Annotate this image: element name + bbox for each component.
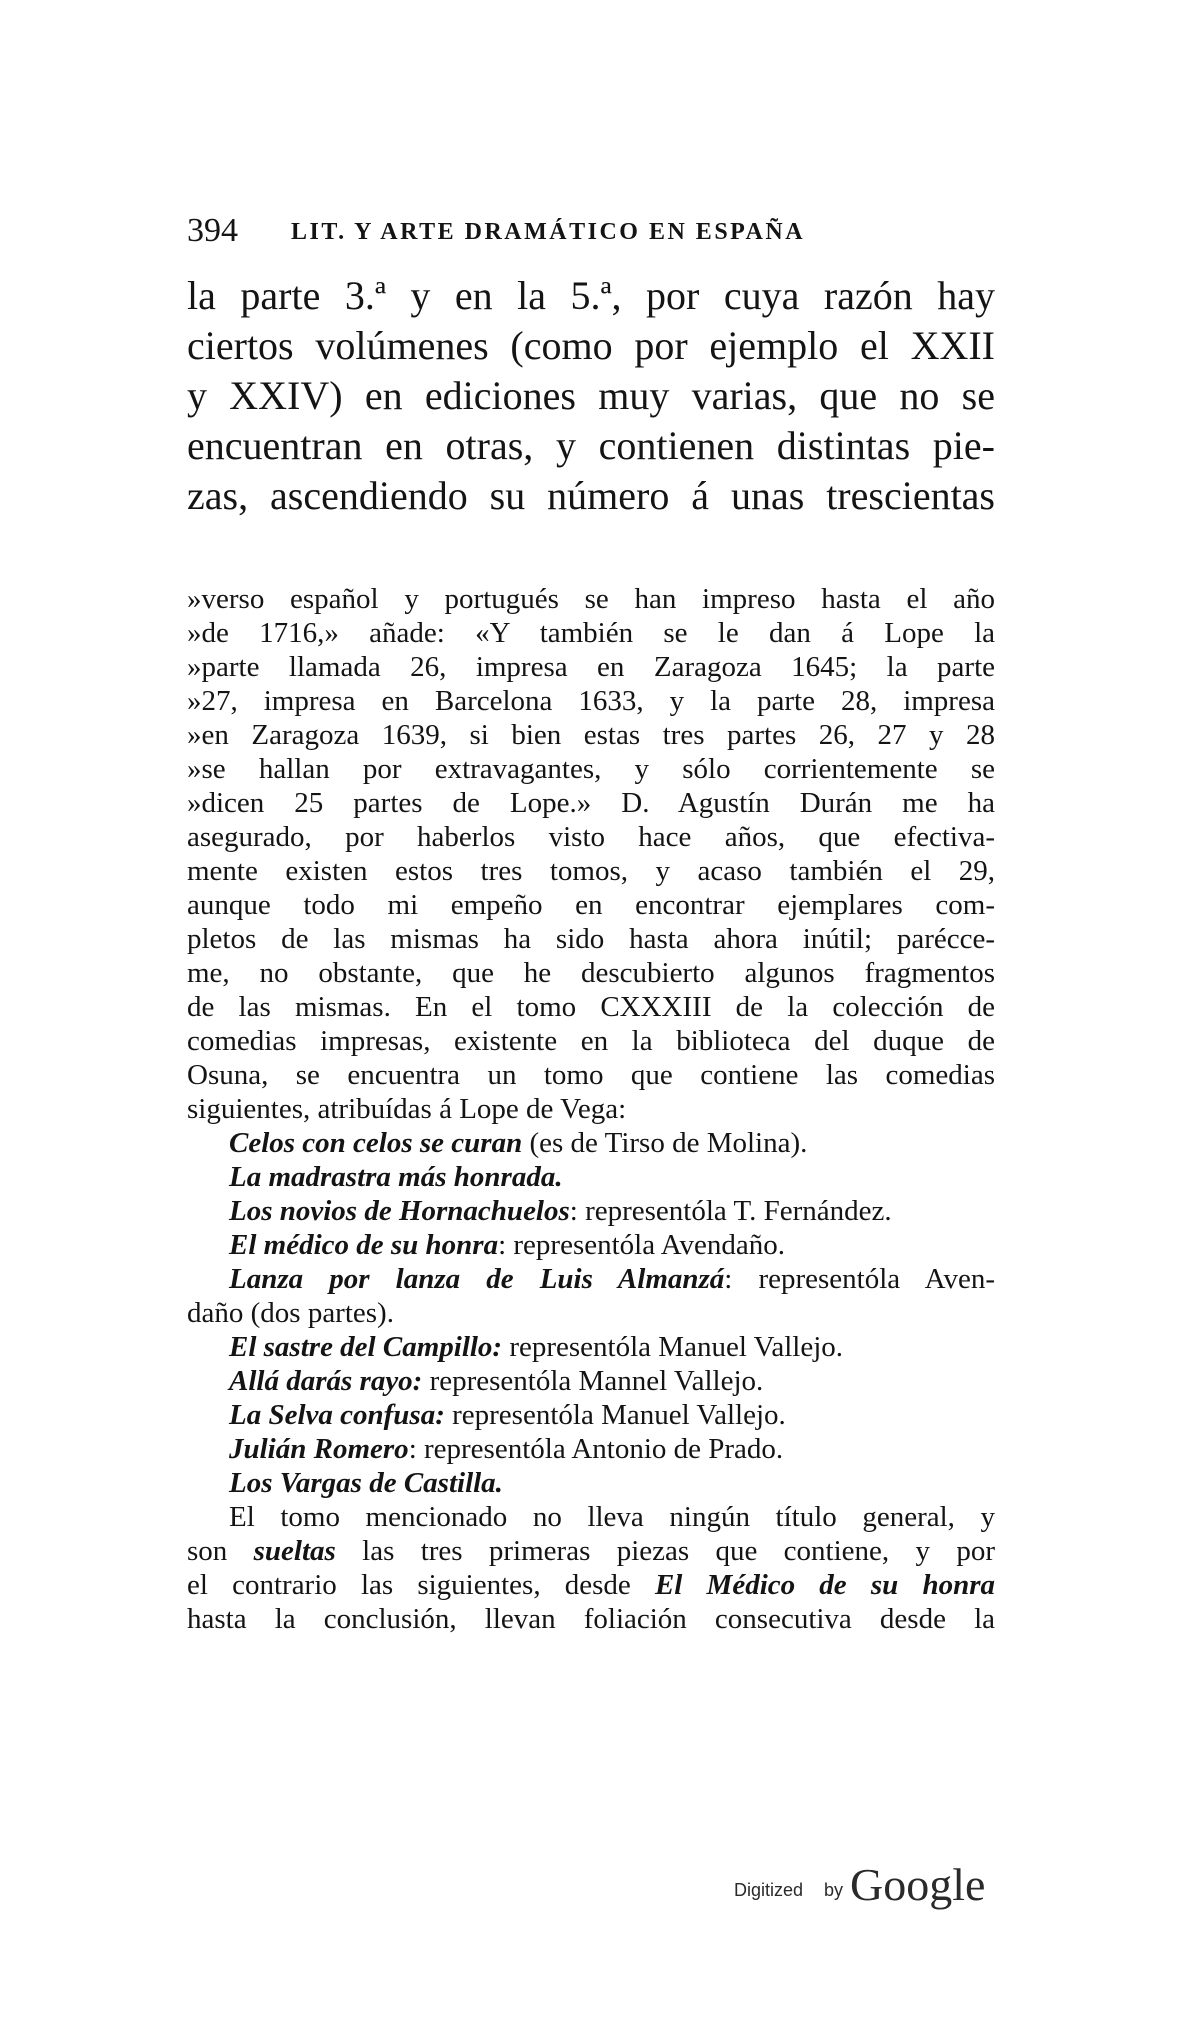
closing-line <box>187 1534 995 1568</box>
play-title: Lanza por lanza de Luis Almanzá <box>229 1263 725 1295</box>
note-line: asegurado, por haberlos visto hace años, que efectiva- <box>187 821 995 853</box>
note-line: me, no obstante, que he descubierto algunos fragmentos <box>187 957 995 989</box>
closing-text: las tres primeras piezas que contiene, y por <box>335 1535 995 1567</box>
google-logo-text: Google <box>850 1859 986 1910</box>
digitized-by-google-watermark <box>734 1858 994 1908</box>
play-title: La madrastra más honrada. <box>229 1161 563 1193</box>
page-number: 394 <box>187 212 238 249</box>
play-entry <box>229 1126 995 1160</box>
play-entry <box>229 1432 995 1466</box>
note-line: »se hallan por extravagantes, y sólo corrientemente se <box>187 753 995 785</box>
play-title: Julián Romero <box>229 1433 409 1465</box>
note-line: siguientes, atribuídas á Lope de Vega: <box>187 1093 627 1125</box>
play-entry <box>229 1194 995 1228</box>
note-line: »dicen 25 partes de Lope.» D. Agustín Durán me ha <box>187 787 995 819</box>
play-note: : representóla T. Fernández. <box>569 1195 892 1227</box>
play-title: El médico de su honra <box>229 1229 499 1261</box>
closing-line: hasta la conclusión, llevan foliación consecutiva desde la <box>187 1603 995 1635</box>
play-title: Los Vargas de Castilla. <box>229 1467 503 1499</box>
closing-line <box>187 1568 995 1602</box>
play-entry <box>229 1160 995 1194</box>
play-note: daño (dos partes). <box>187 1297 394 1329</box>
main-line: zas, ascendiendo su número á unas trescientas <box>187 473 995 518</box>
note-line: »de 1716,» añade: «Y también se le dan á Lope la <box>187 617 995 649</box>
by-label: by <box>824 1880 844 1900</box>
play-note: : representóla Avendaño. <box>498 1229 786 1261</box>
note-line: Osuna, se encuentra un tomo que contiene las comedias <box>187 1059 995 1091</box>
running-header <box>187 212 987 256</box>
main-line: encuentran en otras, y contienen distintas pie- <box>187 423 995 468</box>
closing-italic: sueltas <box>253 1535 336 1567</box>
note-line: de las mismas. En el tomo CXXXIII de la colección de <box>187 991 995 1023</box>
note-line: pletos de las mismas ha sido hasta ahora inútil; parécce- <box>187 923 995 955</box>
play-note: representóla Manuel Vallejo. <box>444 1399 786 1431</box>
note-line: comedias impresas, existente en la biblioteca del duque de <box>187 1025 995 1057</box>
play-note: representóla Mannel Vallejo. <box>422 1365 764 1397</box>
running-title: LIT. Y ARTE DRAMÁTICO EN ESPAÑA <box>291 219 806 245</box>
digitized-label: Digitized <box>734 1880 804 1900</box>
play-title: El sastre del Campillo: <box>229 1331 503 1363</box>
play-note: (es de Tirso de Molina). <box>522 1127 808 1159</box>
closing-text: son <box>187 1535 254 1567</box>
closing-italic: El Médico de su honra <box>654 1569 995 1601</box>
note-line: aunque todo mi empeño en encontrar ejemplares com- <box>187 889 995 921</box>
note-line: »en Zaragoza 1639, si bien estas tres partes 26, 27 y 28 <box>187 719 995 751</box>
main-line: y XXIV) en ediciones muy varias, que no se <box>187 373 995 418</box>
play-note: : representóla Aven- <box>724 1263 995 1295</box>
play-title: La Selva confusa: <box>229 1399 445 1431</box>
closing-line: El tomo mencionado no lleva ningún título general, y <box>229 1501 995 1533</box>
play-entry <box>229 1466 995 1500</box>
play-entry <box>229 1228 995 1262</box>
play-title: Los novios de Hornachuelos <box>229 1195 570 1227</box>
note-line: »27, impresa en Barcelona 1633, y la parte 28, impresa <box>187 685 995 717</box>
play-note: : representóla Antonio de Prado. <box>408 1433 784 1465</box>
play-title: Allá darás rayo: <box>229 1365 423 1397</box>
play-entry <box>229 1364 995 1398</box>
note-line: »verso español y portugués se han impreso hasta el año <box>187 583 995 615</box>
note-line: mente existen estos tres tomos, y acaso también el 29, <box>187 855 995 887</box>
play-entry <box>187 1296 995 1330</box>
play-note: representóla Manuel Vallejo. <box>502 1331 843 1363</box>
play-entry <box>229 1398 995 1432</box>
closing-text: el contrario las siguientes, desde <box>187 1569 655 1601</box>
main-line: ciertos volúmenes (como por ejemplo el XXII <box>187 323 995 368</box>
play-entry <box>229 1262 995 1296</box>
play-entry <box>229 1330 995 1364</box>
main-line: la parte 3.ª y en la 5.ª, por cuya razón hay <box>187 273 995 318</box>
play-title: Celos con celos se curan <box>229 1127 523 1159</box>
note-line: »parte llamada 26, impresa en Zaragoza 1645; la parte <box>187 651 995 683</box>
